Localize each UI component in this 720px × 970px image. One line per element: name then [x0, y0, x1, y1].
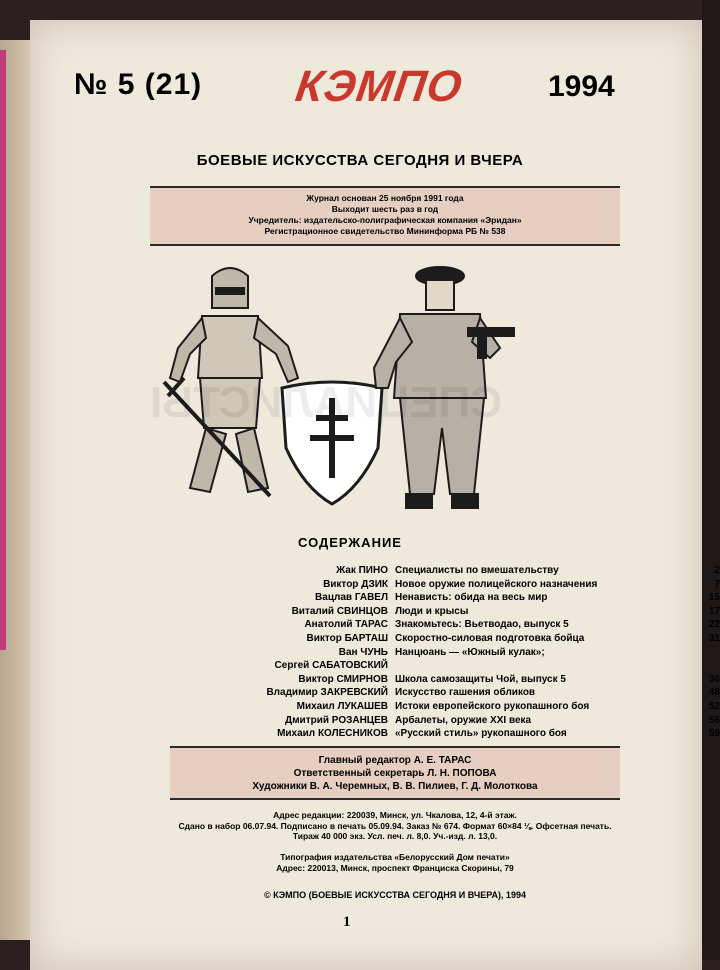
issue-number: № 5 (21) — [74, 68, 203, 101]
toc-row[interactable] — [120, 714, 720, 728]
toc-article-title: «Русский стиль» рукопашного боя — [395, 728, 567, 740]
previous-page-edge — [0, 40, 32, 940]
toc-article-title: Школа самозащиты Чой, выпуск 5 — [395, 673, 566, 685]
toc-article-title: Искусство гашения обликов — [395, 687, 536, 699]
toc-page: 31 — [708, 632, 720, 644]
toc-article-title: Нанцюань — «Южный кулак»; — [395, 646, 545, 658]
toc-row[interactable] — [120, 618, 720, 632]
publication-info — [150, 186, 620, 246]
info-line: Журнал основан 25 ноября 1991 года — [306, 193, 464, 203]
toc-page: 59 — [708, 728, 720, 740]
toc-author: Жак ПИНО — [336, 565, 388, 576]
copyright: © КЭМПО (БОЕВЫЕ ИСКУССТВА СЕГОДНЯ И ВЧЕРА), 1994 — [264, 890, 526, 900]
toc-page: 48 — [708, 687, 720, 699]
toc-article-title: Люди и крысы — [395, 605, 469, 617]
editor-line: Художники В. А. Черемных, В. В. Пилиев, Г. Д. Молоткова — [252, 781, 538, 792]
toc-row[interactable] — [120, 578, 720, 592]
imprint — [150, 810, 640, 842]
toc-article-title: Ненависть: обида на весь мир — [395, 592, 548, 604]
toc-author: Анатолий ТАРАС — [304, 619, 388, 631]
editor-line: Главный редактор А. Е. ТАРАС — [318, 755, 472, 766]
info-line: Регистрационное свидетельство Мининформа РБ № 538 — [264, 226, 506, 236]
toc-author: Вацлав ГАВЕЛ — [315, 592, 388, 604]
toc-page: 22 — [708, 619, 720, 631]
printer-line: Типография издательства «Белорусский Дом печати» — [280, 852, 510, 862]
info-line: Выходит шесть раз в год — [331, 204, 439, 214]
show-through-text: СПЕЦИАЛИСТЫ — [150, 378, 502, 427]
printer-line: Адрес: 220013, Минск, проспект Франциска Скорины, 79 — [276, 862, 514, 873]
toc-row[interactable] — [120, 646, 620, 660]
toc-row[interactable] — [120, 686, 720, 700]
toc-author: Михаил КОЛЕСНИКОВ — [277, 728, 388, 740]
brand-logo: КЭМПО — [292, 62, 466, 111]
toc-page: 15 — [708, 592, 720, 604]
toc-row[interactable] — [120, 727, 720, 741]
toc-article-title: Специалисты по вмешательству — [395, 565, 559, 576]
toc-author: Ван ЧУНЬ — [338, 646, 388, 658]
toc-page: 56 — [708, 714, 720, 726]
year: 1994 — [548, 70, 615, 103]
toc-heading: СОДЕРЖАНИЕ — [298, 535, 402, 550]
toc-author: Сергей САБАТОВСКИЙ — [274, 660, 388, 672]
toc-row[interactable] — [120, 564, 720, 578]
info-line: Учредитель: издательско-полиграфическая компания «Эридан» — [248, 215, 522, 225]
pink-page-edge — [0, 50, 6, 650]
toc-page: 36 — [708, 673, 720, 685]
toc-article-title: Арбалеты, оружие XXI века — [395, 714, 532, 726]
editor-line: Ответственный секретарь Л. Н. ПОПОВА — [293, 768, 497, 779]
toc-author: Виктор БАРТАШ — [306, 632, 388, 644]
toc-row[interactable] — [120, 591, 720, 605]
toc-page: 2 — [714, 565, 720, 576]
toc-row[interactable] — [120, 700, 720, 714]
toc-page: 17 — [708, 605, 720, 617]
toc-author: Владимир ЗАКРЕВСКИЙ — [266, 687, 388, 699]
toc-row[interactable] — [120, 605, 720, 619]
toc-author: Виталий СВИНЦОВ — [291, 605, 388, 617]
toc-page: 7 — [714, 578, 720, 590]
table-of-contents — [120, 564, 720, 741]
subtitle: БОЕВЫЕ ИСКУССТВА СЕГОДНЯ И ВЧЕРА — [196, 152, 524, 169]
toc-author: Виктор СМИРНОВ — [298, 673, 388, 685]
printer-info — [150, 852, 640, 873]
toc-article-title: Новое оружие полицейского назначения — [395, 578, 598, 590]
toc-row[interactable] — [120, 659, 620, 673]
toc-row[interactable] — [120, 632, 720, 646]
toc-author: Дмитрий РОЗАНЦЕВ — [285, 714, 388, 726]
toc-article-title: Знакомьтесь: Вьетводао, выпуск 5 — [395, 619, 569, 631]
imprint-line: Сдано в набор 06.07.94. Подписано в печать 05.09.94. Заказ № 674. Формат 60×84 ⅛. Офсетная печать. — [178, 820, 612, 831]
toc-author: Михаил ЛУКАШЕВ — [296, 700, 388, 712]
toc-article-title: Истоки европейского рукопашного боя — [395, 700, 590, 712]
page-number: 1 — [343, 914, 351, 930]
editorial-staff — [170, 746, 620, 800]
toc-page: 52 — [708, 700, 720, 712]
background-edge — [702, 0, 720, 960]
toc-author: Виктор ДЗИК — [323, 578, 388, 590]
imprint-line: Тираж 40 000 экз. Усл. печ. л. 8,0. Уч.-изд. л. 13,0. — [292, 831, 498, 841]
imprint-line: Адрес редакции: 220039, Минск, ул. Чкалова, 12, 4-й этаж. — [273, 810, 517, 820]
toc-article-title: Скоростно-силовая подготовка бойца — [395, 632, 585, 644]
toc-row[interactable] — [120, 673, 720, 687]
